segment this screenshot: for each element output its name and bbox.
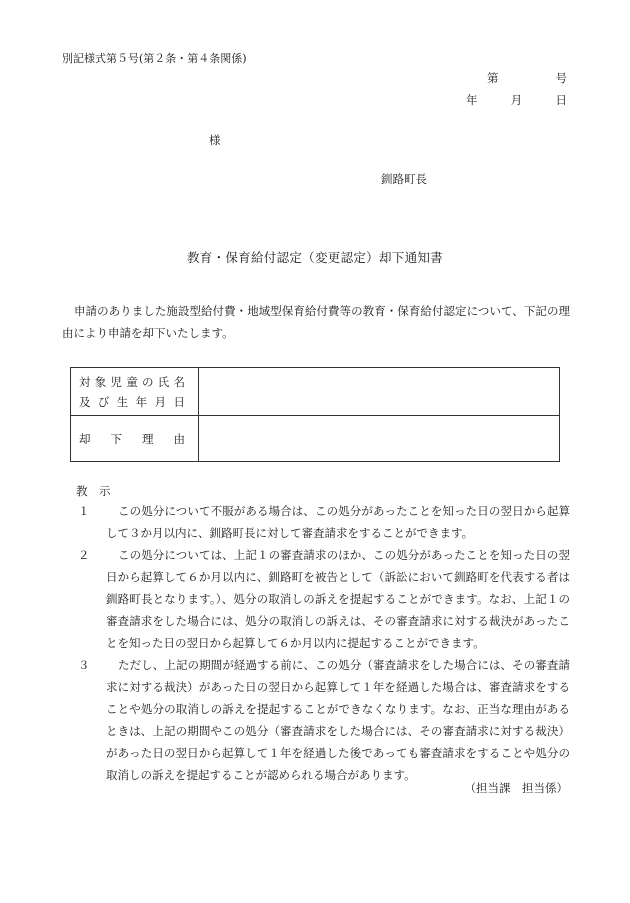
document-title: 教育・保育給付認定（変更認定）却下通知書	[186, 250, 443, 265]
sender: 釧路町長	[381, 172, 427, 186]
child-name-value	[199, 368, 560, 416]
child-name-label-line2: 及 び 生 年 月 日	[79, 394, 185, 409]
child-name-label	[71, 368, 199, 416]
doc-number-suffix: 号	[555, 71, 567, 85]
instruction-number: １	[78, 504, 90, 518]
issue-date	[466, 92, 567, 108]
form-identifier: 別記様式第５号(第２条・第４条関係)	[62, 52, 247, 65]
table-row-child	[71, 368, 560, 416]
date-month: 月	[510, 93, 523, 107]
table-row-reason	[71, 416, 560, 462]
instruction-number: ３	[78, 658, 90, 672]
date-day: 日	[555, 93, 567, 107]
info-table	[70, 367, 560, 462]
instruction-item	[76, 654, 570, 786]
instruction-item	[76, 544, 570, 654]
instruction-number: ２	[78, 548, 90, 562]
instructions-list	[76, 500, 570, 786]
instructions-heading: 教 示	[76, 484, 111, 498]
child-name-label-line1: 対 象 児 童 の 氏 名	[79, 374, 185, 389]
instruction-text: この処分について不服がある場合は、この処分があったことを知った日の翌日から起算して３か月以内に、釧路町長に対して審査請求をすることができます。	[106, 504, 570, 540]
doc-number-prefix: 第	[487, 71, 499, 85]
rejection-reason-label	[71, 416, 199, 462]
contact-footer: （担当課 担当係）	[464, 781, 568, 795]
instruction-text: ただし、上記の期間が経過する前に、この処分（審査請求をした場合には、その審査請求に対する裁決）があった日の翌日から起算して１年を経過した場合は、審査請求をすることや処分の取消しの訴えを提起することができなくなります。なお、正当な理由があるときは、上記の期間やこの処分（審査請求をした場合には、その審査請求に対する裁決）があった日の翌日から起算して１年を経過した後であっても審査請求をすることや処分の取消しの訴えを提起することが認められる場合があります。	[106, 658, 570, 782]
rejection-reason-value	[199, 416, 560, 462]
instruction-item	[76, 500, 570, 544]
addressee: 様	[209, 133, 221, 147]
document-number	[487, 70, 567, 86]
body-text: 申請のありました施設型給付費・地域型保育給付費等の教育・保育給付認定について、下記の理由により申請を却下いたします。	[62, 304, 570, 340]
rejection-reason-label-line: 却 下 理 由	[79, 431, 185, 446]
date-year: 年	[466, 93, 478, 107]
instruction-text: この処分については、上記１の審査請求のほか、この処分があったことを知った日の翌日から起算して６か月以内に、釧路町を被告として（訴訟において釧路町を代表する者は釧路町長となります。）、処分の取消しの訴えを提起することができます。なお、上記１の審査請求をした場合には、処分の取消しの訴えは、その審査請求に対する裁決があったことを知った日の翌日から起算して６か月以内に提起することができます。	[106, 548, 570, 650]
